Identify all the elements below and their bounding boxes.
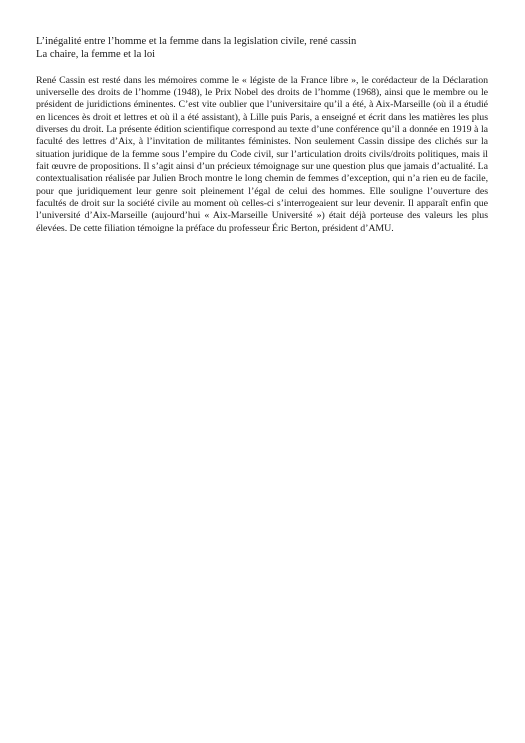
document-page <box>36 36 488 235</box>
document-body: René Cassin est resté dans les mémoires comme le « légiste de la France libre », le corédacteur de la Déclaration universelle des droits de l’homme (1948), le Prix Nobel des droits de l’homme (1968), ainsi que le membre ou le président de juridictions éminentes. C’est vite oublier que l’universitaire qu’il a été, à Aix-Marseille (où il a étudié en licences ès droit et lettres et où il a été assistant), à Lille puis Paris, a enseigné et écrit dans les matières les plus diverses du droit. La présente édition scientifique correspond au texte d’une conférence qu’il a donnée en 1919 à la faculté des lettres d’Aix, à l’invitation de militantes féministes. Non seulement Cassin dissipe des clichés sur la situation juridique de la femme sous l’empire du Code civil, sur l’articulation droits civils/droits politiques, mais il fait œuvre de propositions. Il s’agit ainsi d’un précieux témoignage sur une question plus que jamais d’actualité. La contextualisation réalisée par Julien Broch montre le long chemin de femmes d’exception, qui n’a rien eu de facile, pour que juridiquement leur genre soit pleinement l’égal de celui des hommes. Elle souligne l’ouverture des facultés de droit sur la société civile au moment où celles-ci s’interrogeaient sur leur devenir. Il apparaît enfin que l’université d’Aix-Marseille (aujourd’hui « Aix-Marseille Université ») était déjà porteuse des valeurs les plus élevées. De cette filiation témoigne la préface du professeur Éric Berton, président d’AMU. <box>36 74 488 234</box>
document-subtitle: La chaire, la femme et la loi <box>36 48 156 60</box>
document-title: L’inégalité entre l’homme et la femme dans la legislation civile, rené cassin <box>36 36 357 47</box>
